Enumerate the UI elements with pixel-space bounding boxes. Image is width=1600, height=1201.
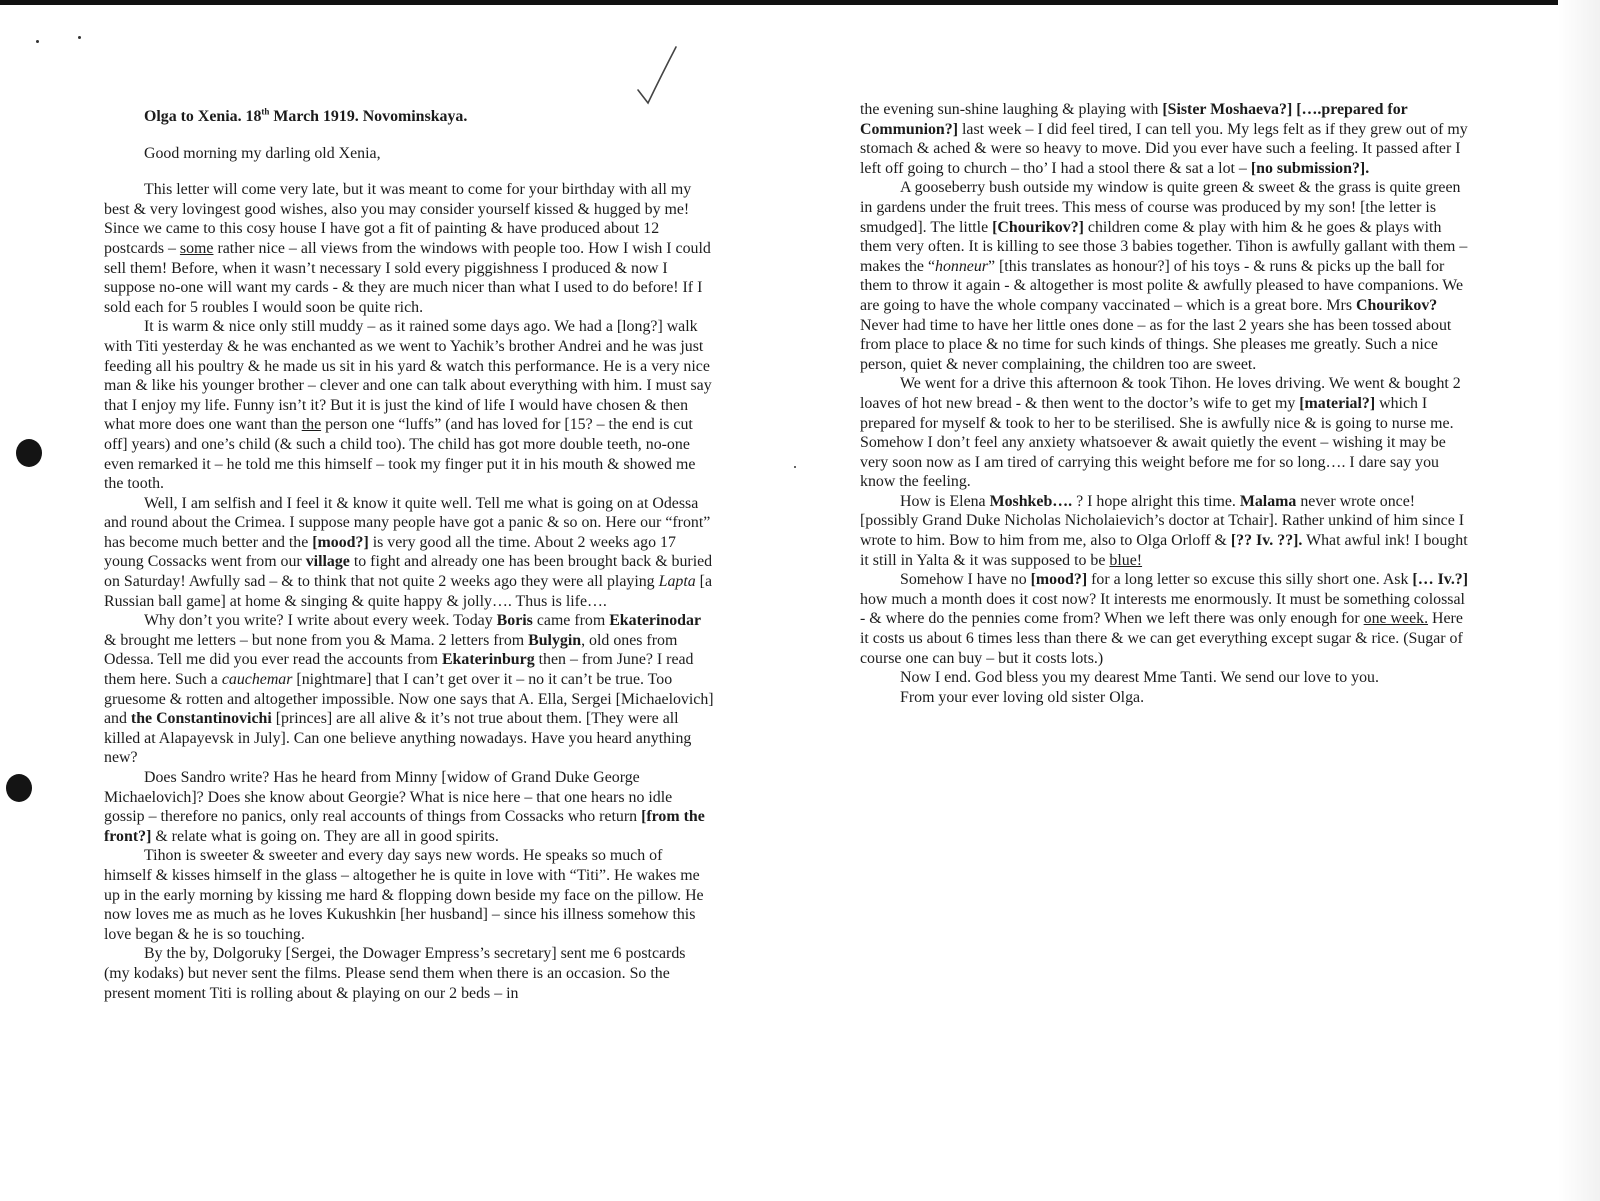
underlined-text: one week. [1363, 610, 1429, 628]
text-run: is very good all the time. About 2 weeks ago 17 young Cossacks went from our [104, 533, 676, 571]
letter-paragraph [104, 317, 714, 493]
letter-greeting: Good morning my darling old Xenia, [144, 144, 381, 162]
scan-speck [78, 36, 81, 39]
text-run: We went for a drive this afternoon & took Tihon. He loves driving. We went & bought 2 loaves of hot new bread - & then went to the doctor’s wife to get my [860, 375, 1461, 412]
bold-text: village [305, 553, 350, 571]
italic-text: honneur [935, 257, 988, 275]
bold-text: [no submission?]. [1250, 159, 1370, 177]
text-run: & relate what is going on. They are all in good spirits. [151, 827, 499, 845]
scan-top-edge [0, 0, 1600, 5]
bold-text: Ekaterinodar [609, 612, 702, 630]
bold-text: [mood?] [1030, 571, 1088, 589]
text-run: came from [532, 612, 610, 630]
bold-text: [from the front?] [104, 808, 705, 845]
text-run: Somehow I have no [900, 571, 1031, 589]
bold-text: [Sister Moshaeva?] [….prepared for Communion?] [860, 101, 1408, 138]
text-run: It is warm & nice only still muddy – as it rained some days ago. We had a [long?] walk with Titi yesterday & he was enchanted as we went to Yachik’s brother Andrei and he was just feeding all his poultry & he made us sit in his yard & watch this performance. He is a very nice man & like his younger brother – clever and one can talk about everything with him. I must say that I enjoy my life. Funny isn’t it? But it is just the kind of life I would have chosen & then what more does one want than [104, 318, 712, 434]
letter-closing: Now I end. God bless you my dearest Mme Tanti. We send our love to you. [900, 669, 1379, 687]
bold-text: [… Iv.?] [1412, 571, 1469, 589]
text-run: last week – I did feel tired, I can tell you. My legs felt as if they grew out of my stomach & ached & were so heavy to move. Did you ever have such a feeling. It passed after I left off going to church – tho’ I had a stool there & sat a lot – [860, 120, 1468, 177]
bold-text: the Constantinovichi [130, 710, 272, 728]
bold-text: Boris [496, 612, 533, 630]
text-run: , old ones from Odessa. Tell me did you ever read the accounts from [104, 631, 678, 669]
letter-paragraph [860, 374, 1472, 492]
text-run: ? I hope alright this time. [1072, 492, 1240, 510]
text-run: By the by, Dolgoruky [Sergei, the Dowager Empress’s secretary] sent me 6 postcards (my kodaks) but never sent the films. Please send them when there is an occasion. So the present moment Titi is rolling about & playing on our 2 beds – in [104, 945, 686, 1002]
letter-right-column [860, 100, 1472, 707]
text-run: person one “luffs” (and has loved for [15? – the end is cut off] years) and one’s child (& such a child too). The child has got more double teeth, no-one even remarked it – he told me this himself – took my finger put it in his mouth & showed me the tooth. [104, 416, 696, 493]
text-run: [nightmare] that I can’t get over it – no it can’t be true. Too gruesome & rotten and altogether impossible. Now one says that A. Ella, Sergei [Michaelovich] and [104, 671, 714, 728]
letter-paragraph [104, 944, 714, 1003]
underlined-text: the [301, 416, 322, 434]
text-run: [princes] are all alive & it’s not true about them. [They were all killed at Alapayevsk in July]. Can one believe anything nowadays. Have you heard anything new? [104, 710, 692, 767]
bold-text: [material?] [1299, 394, 1376, 412]
letter-paragraph [860, 570, 1472, 668]
text-run: the evening sun-shine laughing & playing with [860, 101, 1163, 118]
letter-signature: From your ever loving old sister Olga. [900, 688, 1145, 706]
text-run: [a Russian ball game] at home & singing & quite happy & jolly…. Thus is life…. [104, 573, 713, 610]
text-run: how much a month does it cost now? It interests me enormously. It must be something colossal - & where do the pennies come from? When we left there was only enough for [860, 590, 1465, 628]
italic-text: cauchemar [221, 671, 293, 689]
text-run: then – from June? I read them here. Such a [104, 651, 694, 689]
letter-paragraph [104, 611, 714, 768]
letter-paragraph [860, 178, 1472, 374]
text-run: to fight and already one has been brought back & buried on Saturday! Awfully sad – & to think that not quite 2 weeks ago they were all playing [104, 553, 713, 591]
scan-right-edge [1558, 0, 1600, 1201]
letter-paragraph [860, 100, 1472, 178]
letter-paragraph [104, 768, 714, 846]
text-run: which I prepared for myself & took to her to be sterilised. She is awfully nice & is going to nurse me. Somehow I don’t feel any anxiety whatsoever & await quietly the event – wishing it may be very soon now as I am tired of carrying this weight before me for so long…. I dare say you know the feeling. [860, 394, 1454, 491]
bold-text: Malama [1239, 492, 1297, 510]
text-run: Here it costs us about 6 times less than there & we can get everything except sugar & rice. (Sugar of course one can buy – but it costs lots.) [860, 610, 1463, 667]
text-run: This letter will come very late, but it was meant to come for your birthday with all my best & very lovingest good wishes, also you may consider yourself kissed & hugged by me! Since we came to this cosy house I have got a fit of painting & have produced about 12 postcards – [104, 181, 692, 257]
bold-text: [Chourikov?] [992, 218, 1084, 236]
letter-paragraph [860, 492, 1472, 570]
scan-speck [794, 466, 796, 468]
text-run: Never had time to have her little ones done – as for the last 2 years she has been tossed about from place to place & no time for such kinds of things. She pleases me greatly. Such a nice person, quiet & never complaining, the children too are sweet. [860, 316, 1452, 373]
letter-paragraph [104, 494, 714, 612]
bold-text: Ekaterinburg [441, 651, 535, 669]
bold-text: [?? Iv. ??]. [1230, 532, 1303, 550]
underlined-text: some [179, 239, 214, 257]
text-run: ” [this translates as honour?] of his toys - & runs & picks up the ball for them to throw it again - & altogether is most polite & awfully pleased to have companions. We are going to have the whole company vaccinated – which is a great bore. Mrs [860, 257, 1464, 314]
letter-heading: Olga to Xenia. 18th March 1919. Novominskaya. [144, 106, 468, 125]
text-run: Why don’t you write? I write about every week. Today [144, 612, 497, 630]
letter-left-column [104, 107, 714, 1003]
text-run: rather nice – all views from the windows with people too. How I wish I could sell them! Before, when it wasn’t necessary I sold every piggishness I produced & now I suppose no-one will want my cards - & they are much nicer than what I used to do before! If I sold each for 5 roubles I would soon be quite rich. [104, 239, 711, 316]
punch-hole-lower [6, 774, 32, 802]
text-run: Well, I am selfish and I feel it & know it quite well. Tell me what is going on at Odessa and round about the Crimea. I suppose many people have got a panic & so on. Here our “front” has become much better and the [104, 494, 711, 551]
text-run: & brought me letters – but none from you & Mama. 2 letters from [104, 631, 529, 649]
letter-paragraph [104, 180, 714, 317]
punch-hole-upper [16, 439, 42, 467]
underlined-text: blue! [1109, 551, 1143, 569]
text-run: for a long letter so excuse this silly short one. Ask [1087, 571, 1413, 589]
text-run: Does Sandro write? Has he heard from Minny [widow of Grand Duke George Michaelovich]? Does she know about Georgie? What is nice here – that one hears no idle gossip – therefore no panics, only real accounts of things from Cossacks who return [104, 769, 673, 826]
scan-speck [36, 40, 39, 43]
italic-text: Lapta [658, 573, 696, 591]
text-run: What awful ink! I bought it still in Yalta & it was supposed to be [860, 532, 1468, 569]
bold-text: Moshkeb…. [989, 492, 1073, 510]
text-run: never wrote once! [possibly Grand Duke Nicholas Nicholaievich’s doctor at Tchair]. Rather unkind of him since I wrote to him. Bow to him from me, also to Olga Orloff & [860, 492, 1465, 550]
text-run: How is Elena [900, 492, 990, 510]
checkmark-icon [636, 44, 680, 110]
bold-text: Bulygin [528, 631, 582, 649]
text-run: A gooseberry bush outside my window is quite green & sweet & the grass is quite green in gardens under the fruit trees. This mess of course was produced by my son! [the letter is smudged]. The little [860, 179, 1461, 236]
text-run: children come & play with him & he goes & plays with them very often. It is killing to see those 3 babies together. Tihon is awfully gallant with them – makes the “ [860, 218, 1468, 275]
letter-paragraph [104, 846, 714, 944]
text-run: Tihon is sweeter & sweeter and every day says new words. He speaks so much of himself & kisses himself in the glass – altogether he is quite in love with “Titi”. He wakes me up in the early morning by kissing me hard & flopping down beside my face on the pillow. He now loves me as much as he loves Kukushkin [her husband] – since his illness somehow this love began & he is so touching. [104, 847, 704, 943]
bold-text: [mood?] [312, 533, 369, 551]
bold-text: Chourikov? [1355, 296, 1438, 314]
